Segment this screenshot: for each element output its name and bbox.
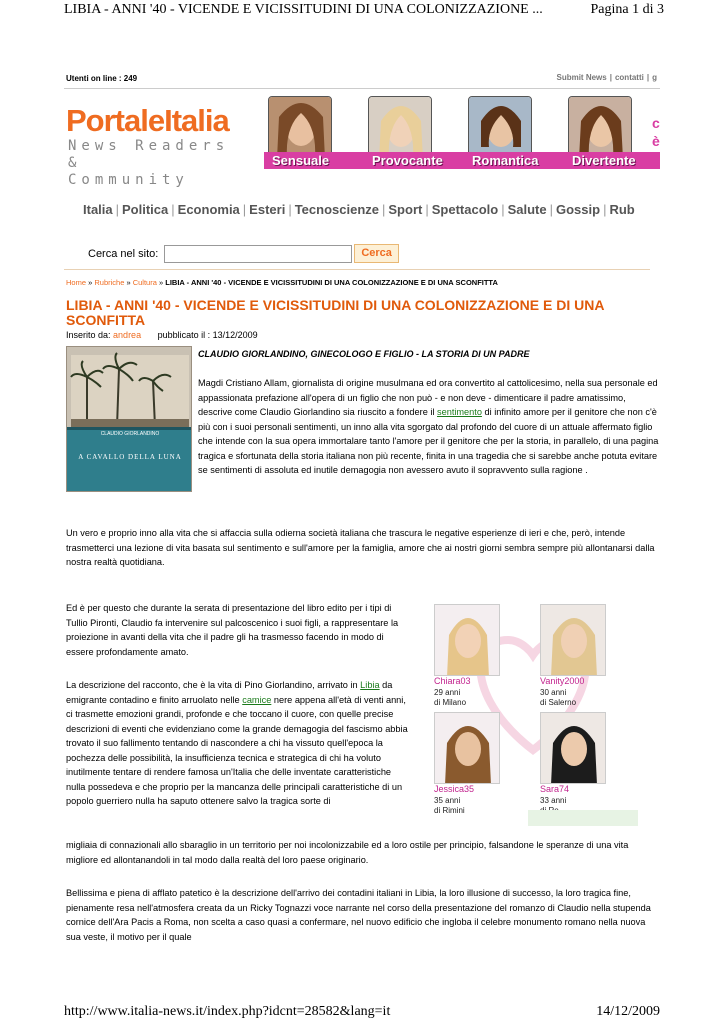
print-url: http://www.italia-news.it/index.php?idcnt=28582&lang=it xyxy=(64,1004,391,1019)
main-nav: Italia | Politica | Economia | Esteri | Tecnoscienze | Sport | Spettacolo | Salute | Gossip | Rub xyxy=(80,202,660,220)
author-link[interactable]: andrea xyxy=(113,330,142,340)
print-title: LIBIA - ANNI '40 - VICENDE E VICISSITUDINI DI UNA COLONIZZAZIONE ... xyxy=(64,2,543,17)
profile-age: 33 anni xyxy=(540,796,567,805)
libia-link[interactable]: Libia xyxy=(360,680,380,690)
profile-name: Chiara03 xyxy=(434,676,471,686)
book-author-text: CLAUDIO GIORLANDINO xyxy=(100,431,160,437)
article-paragraph-2: Un vero e proprio inno alla vita che si affaccia sulla odierna società italiana che trascura le negative esperienze di ieri e che, però, intende trasmetterci una lezione di vita basata sul sentimento e sull'amore per la famiglia, amore che ai nostri giorni sembra sempre più allontanarsi dalla nostra realtà quotidiana. xyxy=(66,528,655,567)
article-paragraph-1 xyxy=(66,376,660,498)
breadcrumb: Home » Rubriche » Cultura » LIBIA - ANNI '40 - VICENDE E VICISSITUDINI DI UNA COLONIZZAZIONE E DI UNA SCONFITTA xyxy=(66,278,498,287)
promo-label: Sensuale xyxy=(264,152,364,169)
article-paragraph-3: Ed è per questo che durante la serata di presentazione del libro edito per i tipi di Tullio Pironti, Claudio fa intervenire sul palcoscenico i suoi figli, a rappresentare la proiezione in avanti della vita che il padre gli ha trasmesso facendo in modo di essere profondamente amato. xyxy=(66,603,399,657)
search-button[interactable]: Cerca xyxy=(354,244,399,263)
submit-news-link[interactable]: Submit News xyxy=(556,73,607,82)
paragraph-text: da emigrante contadino e finito arruolato nelle xyxy=(66,680,393,705)
nav-item-rubriche[interactable]: Rub xyxy=(609,202,635,217)
profile-age: 29 anni xyxy=(434,688,461,697)
search-divider xyxy=(64,269,650,270)
profile-photo xyxy=(540,604,606,676)
breadcrumb-cultura[interactable]: Cultura xyxy=(132,278,157,287)
promo-photo xyxy=(468,96,532,158)
profile-photo xyxy=(540,712,606,784)
profile-age: 30 anni xyxy=(540,688,567,697)
promo-label: Romantica xyxy=(464,152,564,169)
promo-sensuale[interactable] xyxy=(264,94,364,172)
promo-photo xyxy=(568,96,632,158)
profile-age: 35 anni xyxy=(434,796,461,805)
promo-provocante[interactable] xyxy=(364,94,464,172)
paragraph-text: nere appena all'età di venti anni, ci trasmette emozioni grandi, profonde e che toccano il cuore, con quelle precise descrizioni di eventi che evidenziano come la grande demagogia del fascismo abbia trovato il suo fallimento tentando di nascondere a chi ha vissuto quell'epoca la pochezza delle possibilità, la insufficienza tecnica e strategica di chi ha voluto inutilmente tentare di rendere famosa un'Italia che delle inventate caratteristiche nulla possedeva e che proprio per la mancanza delle principali caratteristiche di un popolo guerriero nulla ha saputo ottenere salvo la tragica sorte di xyxy=(66,694,408,806)
logo-tagline-2: Community xyxy=(68,172,189,188)
profile-name: Jessica35 xyxy=(434,784,475,794)
promo-banner[interactable] xyxy=(264,94,660,172)
profile-name: Sara74 xyxy=(540,784,570,794)
search-label: Cerca nel sito: xyxy=(88,247,159,260)
print-footer xyxy=(64,1004,660,1020)
article-meta xyxy=(66,330,258,340)
print-header xyxy=(64,2,664,18)
logo-main-text: PortaleItalia xyxy=(66,103,229,138)
nav-item-politica[interactable]: Politica xyxy=(122,202,169,217)
print-date: 14/12/2009 xyxy=(596,1004,660,1019)
inserted-label: Inserito da: xyxy=(66,330,111,340)
nav-item-spettacolo[interactable]: Spettacolo xyxy=(431,202,499,217)
profile-photo xyxy=(434,604,500,676)
users-online: Utenti on line : 249 xyxy=(66,74,138,83)
promo-divertente[interactable] xyxy=(564,94,660,172)
paragraph-text: di infinito amore per il genitore che non c'è più con i suoi personali sentimenti, un inno alla vita sgorgato dal profondo del cuore di un attuale affermato figlio che intende con la sua opera immortalare tanto l'amore per il genitore che per la storia, in parallelo, di una pagina tragica e sfortunata della storia italiana non più recente, finita in una tragedia che si sarebbe anche potuta evitare se sentimenti di assoluta ed inutile demagogia non avessero avuto il sopravvento sulla ragione . xyxy=(198,407,659,475)
article-paragraph-5: Bellissima e piena di afflato patetico è la descrizione dell'arrivo dei contadini italiani in Libia, la loro illusione di successo, la loro tragica fine, pienamente resa nell'atmosfera creata da un Ricky Tognazzi voce narrante nel corso della presentazione del romanzo di Claudio nella stupenda cornice dell'Ara Pacis a Roma, non scelta a caso quasi a confermare, nel nuovo edificio che ingloba il celebre monumento romano nella nuova sua veste, il motivo per il quale xyxy=(66,888,651,942)
nav-item-sport[interactable]: Sport xyxy=(388,202,423,217)
article-title: LIBIA - ANNI '40 - VICENDE E VICISSITUDINI DI UNA COLONIZZAZIONE E DI UNA SCONFITTA xyxy=(66,297,604,328)
breadcrumb-home[interactable]: Home xyxy=(66,278,87,287)
print-page-number: Pagina 1 di 3 xyxy=(590,2,664,17)
nav-item-economia[interactable]: Economia xyxy=(177,202,240,217)
profile-city: di Salerno xyxy=(540,698,577,707)
promo-label: Provocante xyxy=(364,152,464,169)
camice-link[interactable]: camice xyxy=(242,694,272,705)
article-paragraph-4-continued: migliaia di connazionali allo sbaraglio in un territorio per noi incolonizzabile ed a loro ostile per principio, falsandone le speranze di una vita migliore ed allontanandoli in tal modo dalla realtà del loro paese originario. xyxy=(66,840,629,865)
top-bar xyxy=(64,72,660,86)
contatti-link[interactable]: contatti xyxy=(614,73,644,82)
nav-item-italia[interactable]: Italia xyxy=(83,202,113,217)
profile-city: di Rimini xyxy=(434,806,465,815)
breadcrumb-rubriche[interactable]: Rubriche xyxy=(94,278,125,287)
profile-photo xyxy=(434,712,500,784)
top-divider xyxy=(64,88,660,89)
nav-item-esteri[interactable]: Esteri xyxy=(249,202,286,217)
promo-photo xyxy=(268,96,332,158)
site-logo[interactable] xyxy=(66,104,236,189)
logo-tagline-1: News Readers & xyxy=(68,138,230,171)
promo-photo xyxy=(368,96,432,158)
search-bar xyxy=(88,244,399,263)
truncated-link[interactable]: g xyxy=(652,73,657,82)
article-paragraph-4 xyxy=(66,678,412,809)
promo-romantica[interactable] xyxy=(464,94,564,172)
nav-item-salute[interactable]: Salute xyxy=(507,202,547,217)
sentimento-link[interactable]: sentimento xyxy=(437,407,482,417)
nav-item-gossip[interactable]: Gossip xyxy=(556,202,601,217)
float-spacer xyxy=(66,376,198,498)
profile-city: di Milano xyxy=(434,698,467,707)
profile-name: Vanity2000 xyxy=(540,676,585,686)
promo-more-text: c è xyxy=(652,115,660,149)
paragraph-text: Magdi Cristiano Allam, giornalista di origine musulmana ed ora convertito al cattolicesimo, nella sua personale ed appassionata prefazione all'opera di un figlio che non può - e non deve - dimenticare il padre amatissimo, descrive come Claudio Giorlandino sia riuscito a fondere il xyxy=(198,378,658,417)
top-links: Submit News | contatti | g xyxy=(556,73,657,82)
book-title-text: A CAVALLO DELLA LUNA xyxy=(78,453,182,461)
search-input[interactable] xyxy=(164,245,352,263)
breadcrumb-current: LIBIA - ANNI '40 - VICENDE E VICISSITUDINI DI UNA COLONIZZAZIONE E DI UNA SCONFITTA xyxy=(165,278,498,287)
profiles-widget xyxy=(428,600,638,828)
promo-label: Divertente xyxy=(564,152,660,169)
article-subtitle: CLAUDIO GIORLANDINO, GINECOLOGO E FIGLIO - LA STORIA DI UN PADRE xyxy=(198,349,530,359)
nav-item-tecnoscienze[interactable]: Tecnoscienze xyxy=(294,202,379,217)
paragraph-text: La descrizione del racconto, che è la vita di Pino Giorlandino, arrivato in xyxy=(66,680,361,690)
profiles-footer-bar[interactable] xyxy=(528,810,638,826)
publish-date: pubblicato il : 13/12/2009 xyxy=(157,330,258,340)
